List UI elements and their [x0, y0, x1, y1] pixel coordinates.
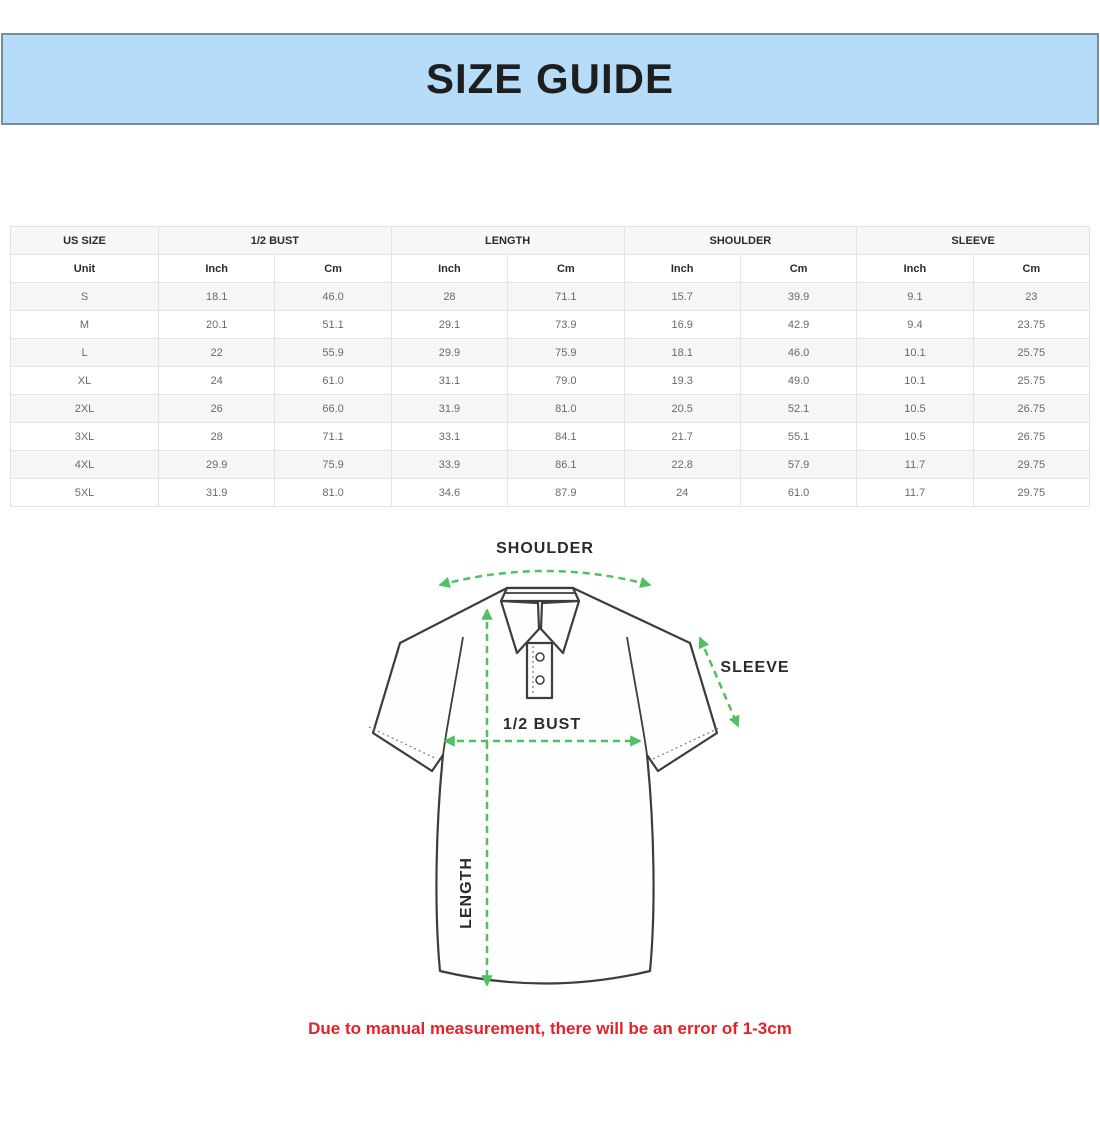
- column-group-header: SLEEVE: [857, 227, 1090, 255]
- measurement-cell: 16.9: [624, 311, 740, 339]
- table-row: [11, 283, 1090, 311]
- unit-header-cell: Cm: [973, 255, 1089, 283]
- measurement-cell: 22.8: [624, 451, 740, 479]
- measurement-cell: 29.9: [391, 339, 507, 367]
- table-row: [11, 339, 1090, 367]
- table-row: [11, 479, 1090, 507]
- measurement-cell: 21.7: [624, 423, 740, 451]
- shirt-button: [536, 676, 544, 684]
- measurement-cell: 24: [624, 479, 740, 507]
- shirt-button: [536, 653, 544, 661]
- measurement-cell: 11.7: [857, 451, 973, 479]
- measurement-cell: 29.75: [973, 451, 1089, 479]
- table-row: [11, 367, 1090, 395]
- measurement-cell: 11.7: [857, 479, 973, 507]
- measurement-cell: 87.9: [508, 479, 624, 507]
- measurement-cell: 26.75: [973, 395, 1089, 423]
- column-group-header: LENGTH: [391, 227, 624, 255]
- measurement-cell: 81.0: [508, 395, 624, 423]
- measurement-cell: 19.3: [624, 367, 740, 395]
- size-name-cell: L: [11, 339, 159, 367]
- measurement-cell: 46.0: [275, 283, 391, 311]
- measurement-cell: 42.9: [740, 311, 856, 339]
- measurement-cell: 10.5: [857, 423, 973, 451]
- polo-shirt-diagram: [0, 533, 1100, 1003]
- bust-label: 1/2 BUST: [502, 716, 582, 733]
- measurement-cell: 79.0: [508, 367, 624, 395]
- measurement-cell: 81.0: [275, 479, 391, 507]
- column-group-header: SHOULDER: [624, 227, 857, 255]
- measurement-cell: 75.9: [508, 339, 624, 367]
- measurement-cell: 49.0: [740, 367, 856, 395]
- measurement-cell: 29.9: [159, 451, 275, 479]
- size-table-body: [11, 283, 1090, 507]
- page-title: SIZE GUIDE: [425, 55, 675, 102]
- unit-header-cell: Inch: [857, 255, 973, 283]
- measurement-cell: 31.9: [159, 479, 275, 507]
- measurement-cell: 22: [159, 339, 275, 367]
- unit-header-cell: Inch: [624, 255, 740, 283]
- measurement-cell: 61.0: [275, 367, 391, 395]
- column-group-header: 1/2 BUST: [159, 227, 392, 255]
- measurement-cell: 71.1: [508, 283, 624, 311]
- measurement-cell: 75.9: [275, 451, 391, 479]
- measurement-cell: 15.7: [624, 283, 740, 311]
- table-row: [11, 451, 1090, 479]
- size-name-cell: XL: [11, 367, 159, 395]
- unit-header-cell: Cm: [275, 255, 391, 283]
- measurement-cell: 25.75: [973, 367, 1089, 395]
- size-guide-banner: [1, 33, 1099, 125]
- measurement-cell: 10.1: [857, 367, 973, 395]
- measurement-cell: 24: [159, 367, 275, 395]
- measurement-cell: 46.0: [740, 339, 856, 367]
- measurement-cell: 86.1: [508, 451, 624, 479]
- measurement-cell: 73.9: [508, 311, 624, 339]
- measurement-cell: 57.9: [740, 451, 856, 479]
- table-row: [11, 395, 1090, 423]
- measurement-cell: 39.9: [740, 283, 856, 311]
- shirt-placket: [527, 643, 552, 698]
- size-name-cell: 3XL: [11, 423, 159, 451]
- measurement-cell: 33.1: [391, 423, 507, 451]
- measurement-cell: 20.5: [624, 395, 740, 423]
- measurement-cell: 18.1: [624, 339, 740, 367]
- measurement-cell: 9.1: [857, 283, 973, 311]
- measurement-cell: 23: [973, 283, 1089, 311]
- measurement-cell: 29.75: [973, 479, 1089, 507]
- measurement-cell: 23.75: [973, 311, 1089, 339]
- measurement-note: Due to manual measurement, there will be an error of 1-3cm: [308, 1019, 792, 1038]
- shoulder-measure-arrow: [440, 571, 650, 585]
- size-name-cell: S: [11, 283, 159, 311]
- measurement-cell: 51.1: [275, 311, 391, 339]
- measurement-cell: 71.1: [275, 423, 391, 451]
- unit-header-cell: Cm: [740, 255, 856, 283]
- measurement-cell: 31.9: [391, 395, 507, 423]
- table-row: [11, 311, 1090, 339]
- measurement-cell: 25.75: [973, 339, 1089, 367]
- size-table-head: [11, 227, 1090, 283]
- measurement-cell: 26.75: [973, 423, 1089, 451]
- sleeve-label: SLEEVE: [720, 659, 790, 676]
- unit-header-cell: Unit: [11, 255, 159, 283]
- unit-header-cell: Inch: [159, 255, 275, 283]
- measurement-cell: 61.0: [740, 479, 856, 507]
- measurement-cell: 55.1: [740, 423, 856, 451]
- unit-header-cell: Cm: [508, 255, 624, 283]
- measurement-cell: 9.4: [857, 311, 973, 339]
- size-name-cell: 5XL: [11, 479, 159, 507]
- measurement-cell: 31.1: [391, 367, 507, 395]
- measurement-cell: 28: [159, 423, 275, 451]
- measurement-cell: 55.9: [275, 339, 391, 367]
- table-row: [11, 423, 1090, 451]
- size-table: [10, 226, 1090, 507]
- measurement-cell: 52.1: [740, 395, 856, 423]
- shirt-measurement-svg: [305, 533, 795, 1003]
- collar-band: [501, 588, 579, 601]
- measurement-cell: 28: [391, 283, 507, 311]
- unit-header-cell: Inch: [391, 255, 507, 283]
- measurement-cell: 18.1: [159, 283, 275, 311]
- measurement-cell: 34.6: [391, 479, 507, 507]
- length-label: LENGTH: [458, 857, 475, 929]
- size-name-cell: M: [11, 311, 159, 339]
- measurement-cell: 20.1: [159, 311, 275, 339]
- measurement-cell: 10.1: [857, 339, 973, 367]
- measurement-cell: 29.1: [391, 311, 507, 339]
- size-name-cell: 4XL: [11, 451, 159, 479]
- size-name-cell: 2XL: [11, 395, 159, 423]
- measurement-cell: 66.0: [275, 395, 391, 423]
- measurement-cell: 84.1: [508, 423, 624, 451]
- shoulder-label: SHOULDER: [496, 540, 594, 557]
- measurement-cell: 10.5: [857, 395, 973, 423]
- measurement-cell: 26: [159, 395, 275, 423]
- measurement-cell: 33.9: [391, 451, 507, 479]
- column-group-header: US SIZE: [11, 227, 159, 255]
